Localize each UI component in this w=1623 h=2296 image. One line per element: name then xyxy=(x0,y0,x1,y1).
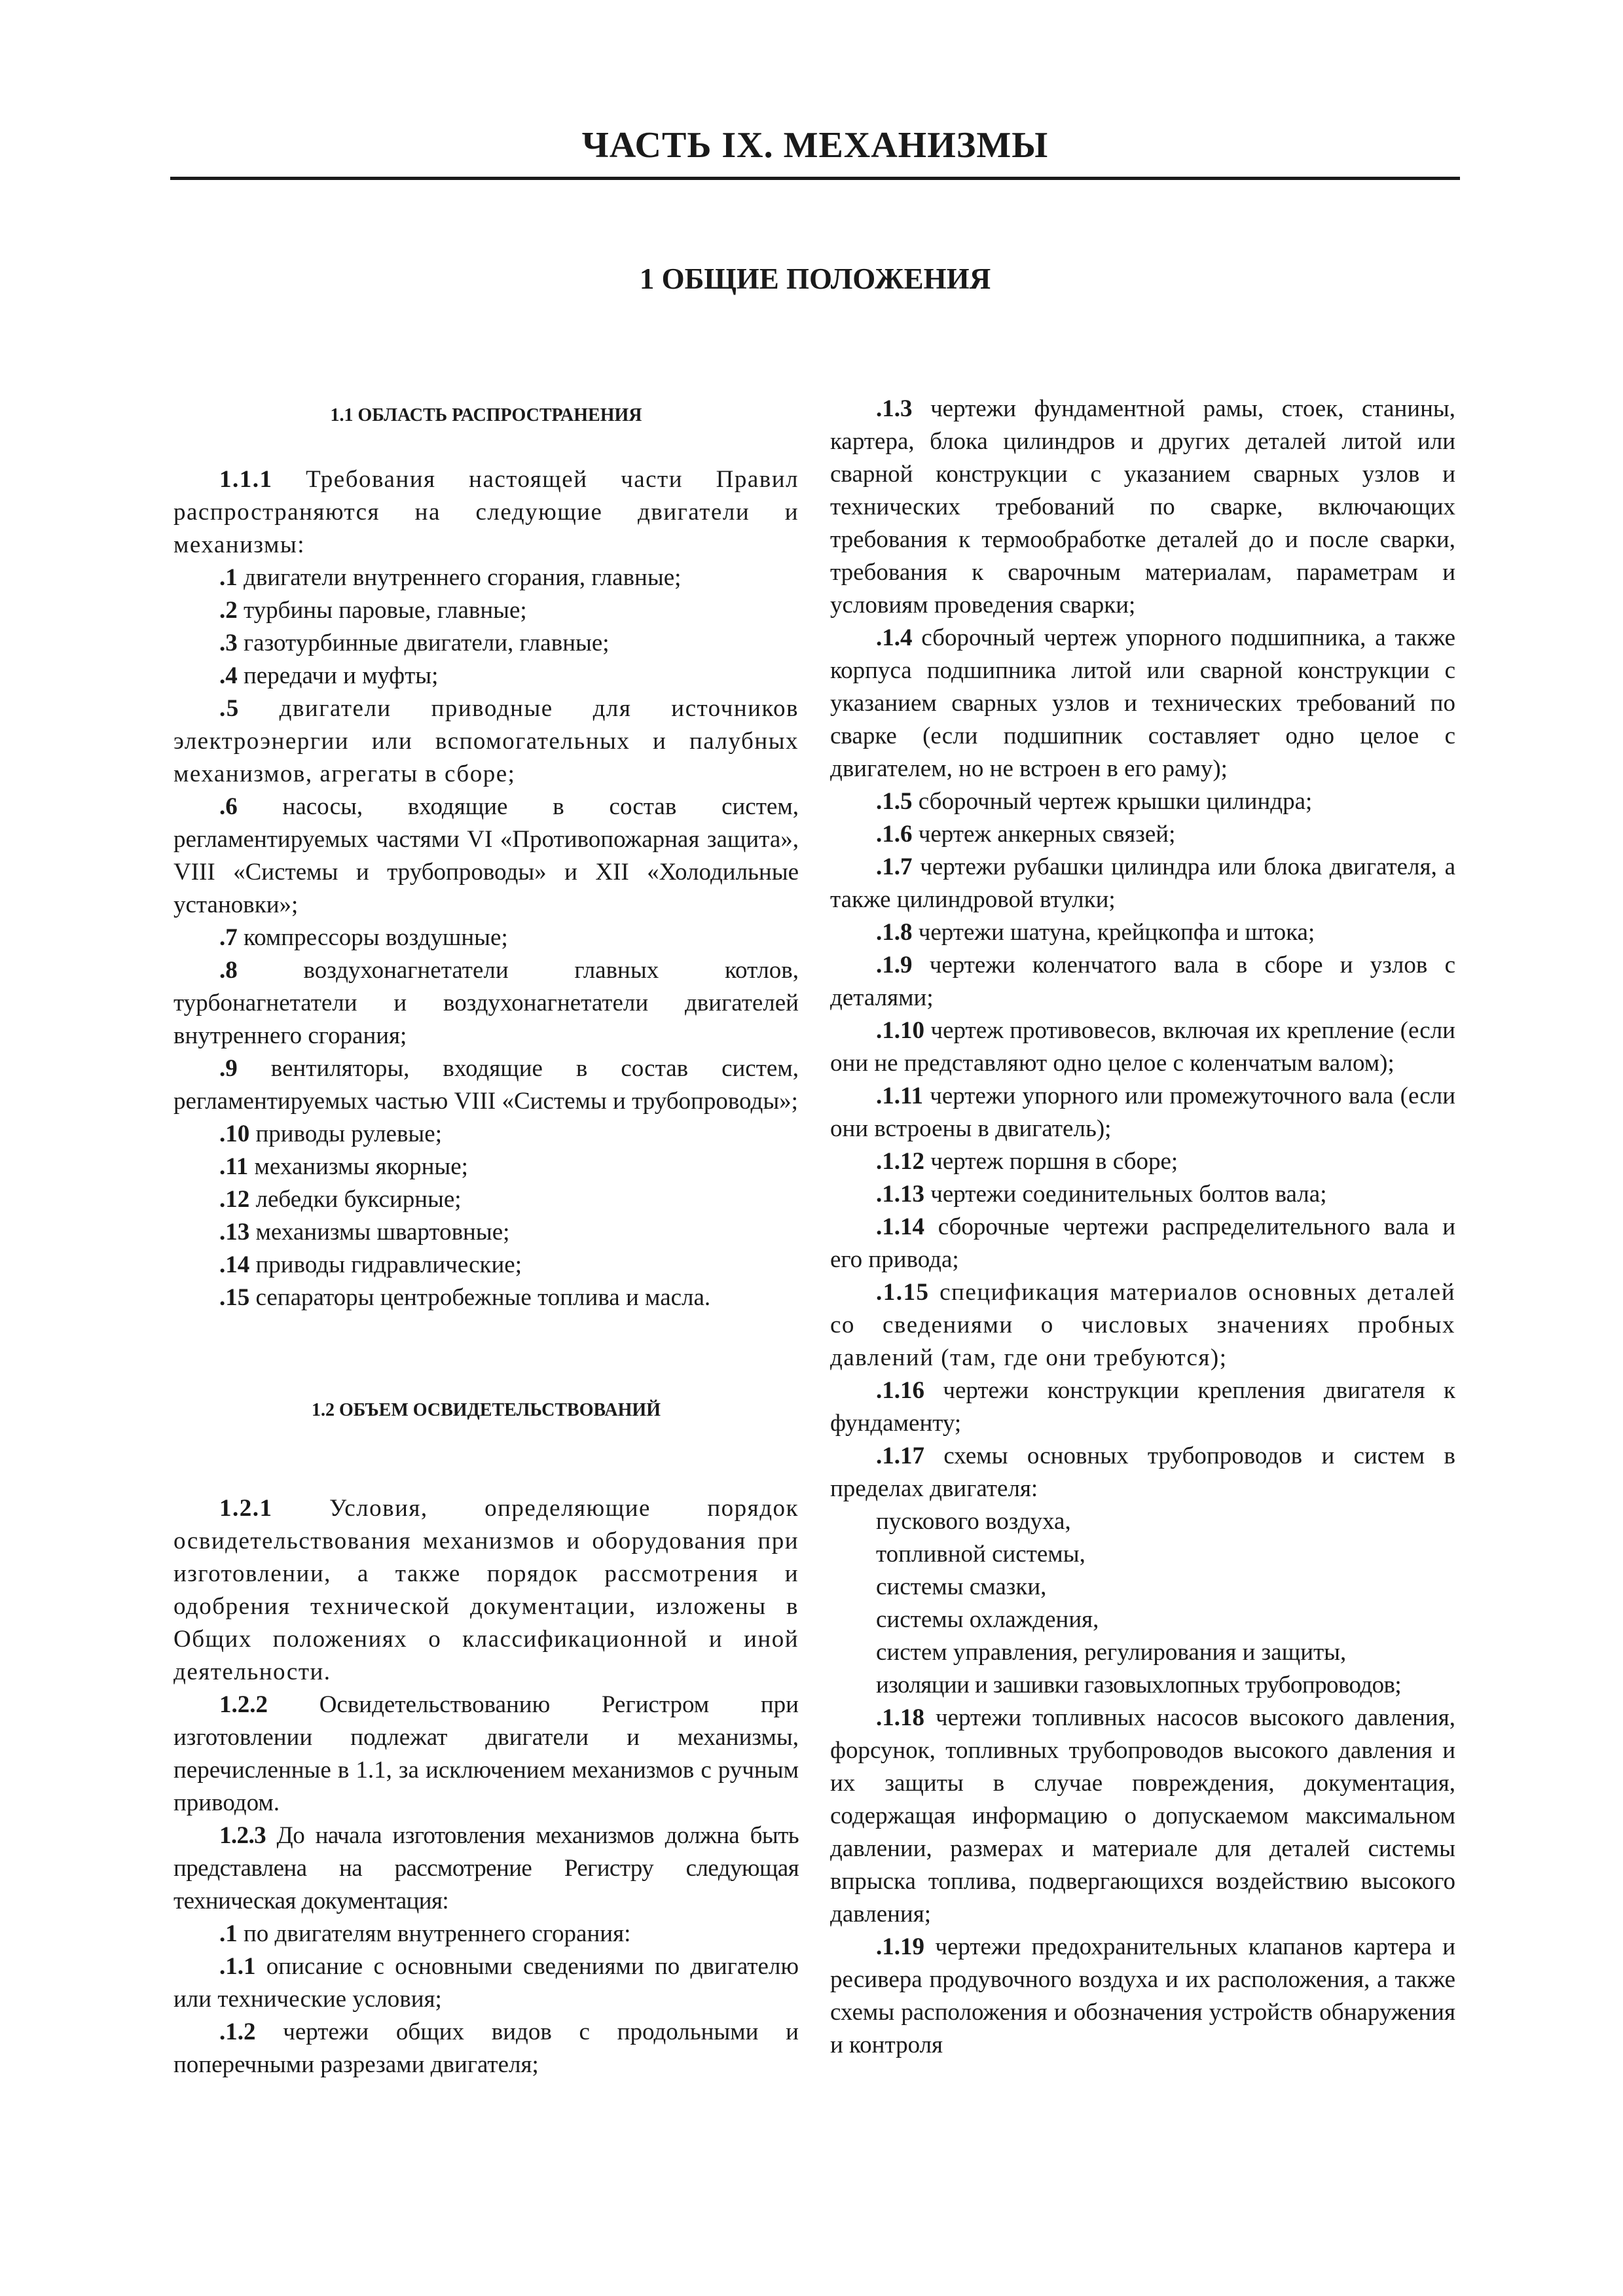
item-text: сборочные чертежи распределительного вала и его привода; xyxy=(830,1213,1455,1273)
paragraph-1-1-1 xyxy=(173,463,799,562)
item-number: .14 xyxy=(219,1251,250,1278)
item-number: .5 xyxy=(219,695,240,722)
paragraph-text: Освидетельствованию Регистром при изготовлении подлежат двигатели и механизмы, перечисленные в 1.1, за исключением механизмов с ручным приводом. xyxy=(173,1691,799,1816)
list-item xyxy=(830,1080,1455,1145)
paragraph-1-2-3 xyxy=(173,1820,799,1918)
item-text: чертежи рубашки цилиндра или блока двигателя, а также цилиндровой втулки; xyxy=(830,853,1455,913)
sub-list-item: системы смазки, xyxy=(876,1573,1047,1600)
item-number: .10 xyxy=(219,1121,250,1147)
item-number: .1.8 xyxy=(876,919,913,946)
item-number: .6 xyxy=(219,793,238,820)
list-item xyxy=(173,1918,799,1950)
item-text: описание с основными сведениями по двигателю или технические условия; xyxy=(173,1953,799,2013)
list-item xyxy=(830,1374,1455,1440)
item-number: .11 xyxy=(219,1153,249,1180)
section-heading-1-2: 1.2 ОБЪЕМ ОСВИДЕТЕЛЬСТВОВАНИЙ xyxy=(312,1400,661,1420)
list-item xyxy=(830,393,1455,622)
item-number: .1.9 xyxy=(876,952,913,978)
list-item xyxy=(173,562,799,594)
item-number: .12 xyxy=(219,1186,250,1213)
list-item xyxy=(830,1145,1455,1178)
item-number: .7 xyxy=(219,924,238,951)
item-number: .3 xyxy=(219,630,238,656)
paragraph-number: 1.1.1 xyxy=(219,466,273,493)
paragraph-number: 1.2.2 xyxy=(219,1691,268,1718)
list-item xyxy=(830,1178,1455,1211)
item-text: передачи и муфты; xyxy=(237,662,439,689)
item-text: сборочный чертеж крышки цилиндра; xyxy=(912,788,1313,815)
item-number: .4 xyxy=(219,662,238,689)
item-number: .2 xyxy=(219,597,238,624)
item-number: .1.10 xyxy=(876,1017,924,1044)
sub-list-item: системы охлаждения, xyxy=(876,1606,1099,1633)
item-text: чертежи коленчатого вала в сборе и узлов с деталями; xyxy=(830,952,1455,1011)
item-text: спецификация материалов основных деталей со сведениями о числовых значениях пробных давлений (там, где они требуются); xyxy=(830,1279,1455,1371)
item-number: .1.16 xyxy=(876,1377,924,1404)
list-item xyxy=(173,627,799,660)
item-number: .1 xyxy=(219,564,238,591)
item-number: .1.3 xyxy=(876,395,913,422)
item-text: воздухонагнетатели главных котлов, турбонагнетатели и воздухонагнетатели двигателей внутреннего сгорания; xyxy=(173,957,799,1049)
item-number: .13 xyxy=(219,1219,250,1246)
item-number: .1.11 xyxy=(876,1083,923,1109)
item-text: чертежи фундаментной рамы, стоек, станины, картера, блока цилиндров и других деталей литой или сварной конструкции с указанием сварных узлов и технических требований по сварке, включающих требования к термообработке деталей до и после сварки, требования к сварочным материалам, параметрам и условиям проведения сварки; xyxy=(830,395,1455,619)
paragraph-text: До начала изготовления механизмов должна быть представлена на рассмотрение Регистру следующая техническая документация: xyxy=(173,1822,799,1914)
item-text: компрессоры воздушные; xyxy=(237,924,508,951)
item-number: .1.17 xyxy=(876,1443,924,1469)
item-text: чертежи предохранительных клапанов картера и ресивера продувочного воздуха и их расположения, а также схемы расположения и обозначения устройств обнаружения и контроля xyxy=(830,1933,1455,2058)
paragraph-text: Условия, определяющие порядок освидетельствования механизмов и оборудования при изготовлении, а также порядок рассмотрения и одобрения технической документации, изложены в Общих положениях о классификационной и иной деятельности. xyxy=(173,1495,799,1685)
item-number: .1.13 xyxy=(876,1181,924,1208)
list-item xyxy=(830,622,1455,785)
paragraph-1-2-1 xyxy=(173,1492,799,1689)
list-item xyxy=(830,949,1455,1014)
item-number: .1.19 xyxy=(876,1933,924,1960)
list-item xyxy=(173,1183,799,1216)
item-text: сепараторы центробежные топлива и масла. xyxy=(249,1284,711,1311)
item-text: лебедки буксирные; xyxy=(249,1186,462,1213)
sub-list-item: топливной системы, xyxy=(876,1541,1085,1568)
list-item xyxy=(173,954,799,1052)
list-item xyxy=(173,1151,799,1183)
item-number: .9 xyxy=(219,1055,238,1082)
list-item xyxy=(830,1702,1455,1931)
list-item xyxy=(830,818,1455,851)
paragraph-number: 1.2.3 xyxy=(219,1822,266,1849)
item-text: чертеж поршня в сборе; xyxy=(924,1148,1178,1175)
item-number: .1 xyxy=(219,1920,238,1947)
list-item xyxy=(173,1216,799,1249)
item-number: .1.5 xyxy=(876,788,913,815)
list-item xyxy=(173,2016,799,2081)
item-text: двигатели приводные для источников электроэнергии или вспомогательных и палубных механизмов, агрегаты в сборе; xyxy=(173,695,799,787)
item-text: сборочный чертеж упорного подшипника, а также корпуса подшипника литой или сварной конструкции с указанием сварных узлов и технических требований по сварке (если подшипник составляет одно целое с двигателем, но не встроен в его раму); xyxy=(830,624,1455,782)
item-text: по двигателям внутреннего сгорания: xyxy=(237,1920,631,1947)
item-text: чертежи конструкции крепления двигателя к фундаменту; xyxy=(830,1377,1455,1437)
item-text: приводы рулевые; xyxy=(249,1121,442,1147)
item-number: .1.12 xyxy=(876,1148,924,1175)
item-text: вентиляторы, входящие в состав систем, регламентируемых частью VIII «Системы и трубопроводы»; xyxy=(173,1055,799,1115)
item-text: чертежи топливных насосов высокого давления, форсунок, топливных трубопроводов высокого давления и их защиты в случае повреждения, документация, содержащая информацию о допускаемом максимальном давлении, размерах и материале для деталей системы впрыска топлива, подвергающихся воздействию высокого давления; xyxy=(830,1704,1455,1928)
paragraph-text: Требования настоящей части Правил распространяются на следующие двигатели и механизмы: xyxy=(173,466,799,558)
list-item xyxy=(173,922,799,954)
item-number: .1.4 xyxy=(876,624,913,651)
list-item xyxy=(173,1118,799,1151)
item-number: .1.14 xyxy=(876,1213,924,1240)
item-text: схемы основных трубопроводов и систем в пределах двигателя: xyxy=(830,1443,1455,1502)
list-item xyxy=(830,1211,1455,1276)
item-text: чертежи общих видов с продольными и поперечными разрезами двигателя; xyxy=(173,2018,799,2078)
item-number: .1.6 xyxy=(876,821,913,848)
item-text: чертеж анкерных связей; xyxy=(912,821,1176,848)
item-text: механизмы швартовные; xyxy=(249,1219,510,1246)
left-column xyxy=(173,393,799,2081)
item-number: .1.15 xyxy=(876,1279,930,1306)
list-item xyxy=(830,785,1455,818)
list-item xyxy=(830,1276,1455,1374)
sub-list-item: систем управления, регулирования и защиты, xyxy=(876,1639,1347,1666)
item-text: чертежи упорного или промежуточного вала (если они встроены в двигатель); xyxy=(830,1083,1455,1142)
chapter-title: 1 ОБЩИЕ ПОЛОЖЕНИЯ xyxy=(639,262,991,295)
list-item xyxy=(830,1931,1455,2062)
list-item xyxy=(830,1014,1455,1080)
list-item xyxy=(830,851,1455,916)
sub-list-item: изоляции и зашивки газовыхлопных трубопроводов; xyxy=(876,1672,1402,1698)
header-rule xyxy=(170,177,1460,180)
list-item xyxy=(173,1249,799,1282)
item-text: чертеж противовесов, включая их крепление (если они не представляют одно целое с коленчатым валом); xyxy=(830,1017,1455,1077)
list-item xyxy=(173,1052,799,1118)
list-item xyxy=(173,1950,799,2016)
list-item xyxy=(173,594,799,627)
list-item xyxy=(173,1282,799,1314)
item-text: механизмы якорные; xyxy=(248,1153,468,1180)
list-item xyxy=(830,1440,1455,1505)
item-text: турбины паровые, главные; xyxy=(237,597,527,624)
item-text: насосы, входящие в состав систем, регламентируемых частями VI «Противопожарная защита», VIII «Системы и трубопроводы» и XII «Холодильные установки»; xyxy=(173,793,799,918)
part-title: ЧАСТЬ IX. МЕХАНИЗМЫ xyxy=(581,125,1049,166)
list-item xyxy=(173,660,799,692)
list-item xyxy=(173,692,799,791)
item-number: .1.2 xyxy=(219,2018,256,2045)
item-text: газотурбинные двигатели, главные; xyxy=(237,630,610,656)
section-heading-1-1: 1.1 ОБЛАСТЬ РАСПРОСТРАНЕНИЯ xyxy=(330,405,642,425)
list-item xyxy=(830,916,1455,949)
item-number: .8 xyxy=(219,957,238,984)
item-text: чертежи соединительных болтов вала; xyxy=(924,1181,1327,1208)
item-text: приводы гидравлические; xyxy=(249,1251,522,1278)
item-number: .1.18 xyxy=(876,1704,924,1731)
right-column xyxy=(830,393,1455,2062)
paragraph-1-2-2 xyxy=(173,1689,799,1820)
item-text: чертежи шатуна, крейцкопфа и штока; xyxy=(912,919,1315,946)
item-number: .15 xyxy=(219,1284,250,1311)
item-number: .1.1 xyxy=(219,1953,256,1980)
list-item xyxy=(173,791,799,922)
item-text: двигатели внутреннего сгорания, главные; xyxy=(237,564,682,591)
item-number: .1.7 xyxy=(876,853,913,880)
paragraph-number: 1.2.1 xyxy=(219,1495,273,1522)
sub-list-item: пускового воздуха, xyxy=(876,1508,1071,1535)
